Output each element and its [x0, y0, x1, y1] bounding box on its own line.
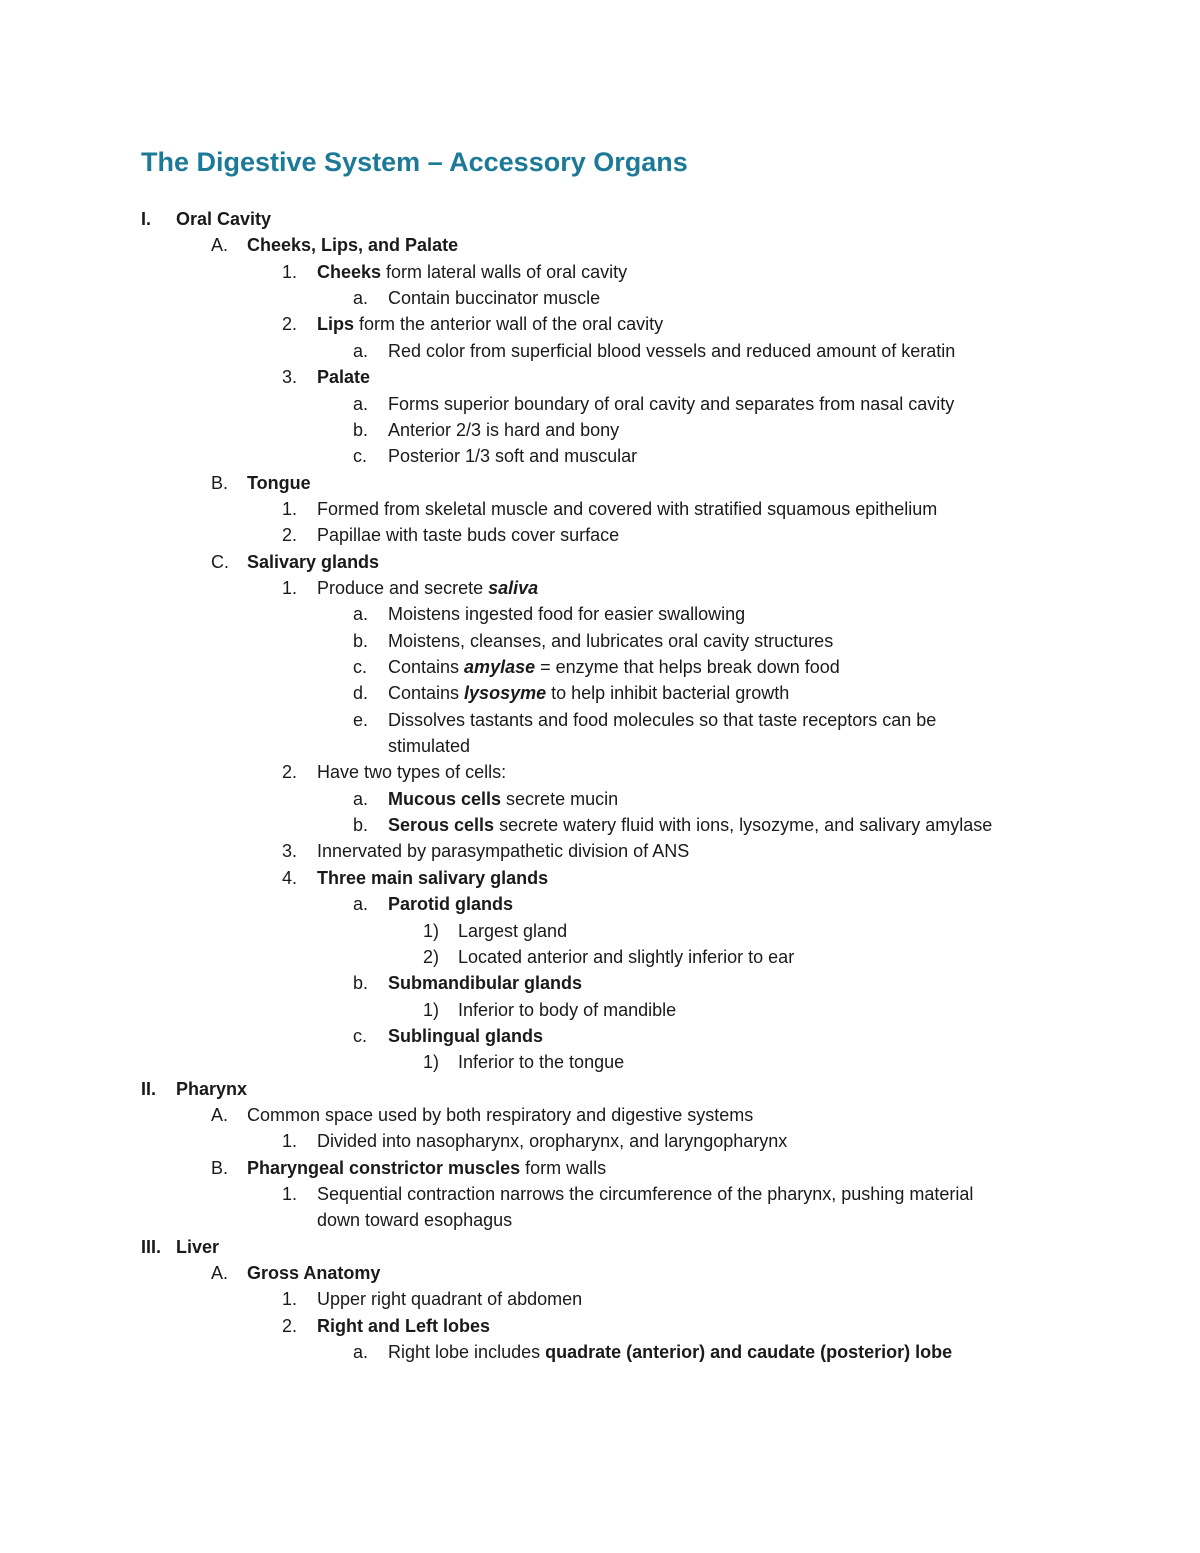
list-marker: 1.: [282, 577, 298, 598]
text-run: Innervated by parasympathetic division of ANS: [317, 841, 690, 862]
item-text: [317, 1286, 582, 1312]
item-text: [388, 654, 840, 680]
bold-term: quadrate (anterior) and caudate (posterior) lobe: [545, 1342, 953, 1362]
list-marker: 3.: [282, 841, 298, 862]
list-marker: 3.: [282, 367, 298, 388]
bold-term: Cheeks, Lips, and Palate: [247, 235, 459, 256]
item-text: [317, 759, 506, 785]
list-marker: a.: [353, 288, 369, 309]
list-marker: B.: [211, 472, 229, 493]
text-run: down toward esophagus: [317, 1210, 513, 1231]
item-text: [458, 944, 794, 970]
list-marker: 2.: [282, 1315, 298, 1336]
list-marker: d.: [353, 683, 369, 704]
list-marker: I.: [141, 209, 152, 229]
text-run: Largest gland: [458, 920, 568, 941]
text-run: Common space used by both respiratory and digestive systems: [247, 1104, 754, 1125]
bold-term: Palate: [317, 367, 371, 388]
item-text: [388, 1023, 543, 1049]
text-run: secrete mucin: [501, 788, 619, 809]
item-text: [388, 970, 582, 996]
item-text: [388, 338, 955, 364]
list-marker: 1.: [282, 498, 298, 519]
item-text: [176, 206, 271, 232]
list-marker: B.: [211, 1157, 229, 1178]
list-marker: c.: [353, 657, 368, 677]
text-run: Have two types of cells:: [317, 762, 507, 783]
item-text: [388, 1339, 952, 1365]
text-run: Inferior to the tongue: [458, 1052, 625, 1073]
text-run: Posterior 1/3 soft and muscular: [388, 446, 638, 467]
list-marker: II.: [141, 1078, 157, 1099]
list-marker: 2): [423, 946, 440, 967]
text-run: Contains: [388, 657, 465, 677]
text-run: Anterior 2/3 is hard and bony: [388, 419, 620, 440]
item-text: [317, 311, 663, 337]
text-run: Moistens, cleanses, and lubricates oral cavity structures: [388, 630, 834, 651]
item-text: [317, 1128, 787, 1154]
bold-term: Salivary glands: [247, 551, 380, 572]
item-text: [317, 865, 548, 891]
list-marker: e.: [353, 709, 369, 730]
bold-term: Pharyngeal constrictor muscles: [247, 1157, 521, 1178]
item-text: [388, 285, 600, 311]
bold-term: Serous cells: [388, 815, 495, 836]
key-term: saliva: [488, 577, 539, 598]
text-run: Divided into nasopharynx, oropharynx, and laryngopharynx: [317, 1131, 788, 1152]
item-text: [317, 838, 689, 864]
text-run: Contains: [388, 683, 465, 704]
text-run: to help inhibit bacterial growth: [546, 683, 790, 704]
text-run: Produce and secrete: [317, 577, 489, 598]
list-marker: 1): [423, 999, 440, 1020]
bold-term: Tongue: [247, 472, 311, 493]
item-text: [317, 1181, 973, 1207]
bold-term: Gross Anatomy: [247, 1263, 381, 1283]
text-run: = enzyme that helps break down food: [535, 657, 840, 677]
item-text: [317, 364, 370, 390]
text-run: Red color from superficial blood vessels and reduced amount of keratin: [388, 340, 956, 361]
document-title: The Digestive System – Accessory Organs: [141, 147, 688, 177]
item-text: [388, 443, 637, 469]
bold-term: Oral Cavity: [176, 209, 272, 229]
text-run: Right lobe includes: [388, 1342, 546, 1362]
bold-term: Pharynx: [176, 1078, 248, 1099]
list-marker: 2.: [282, 314, 298, 335]
item-text: [388, 733, 470, 759]
item-text: [317, 575, 538, 601]
list-marker: 4.: [282, 867, 298, 888]
list-marker: 1.: [282, 1131, 298, 1152]
text-run: Located anterior and slightly inferior to ear: [458, 946, 795, 967]
list-marker: a.: [353, 1342, 369, 1362]
text-run: Sequential contraction narrows the circumference of the pharynx, pushing material: [317, 1184, 974, 1204]
bold-term: Parotid glands: [388, 894, 514, 915]
item-text: [388, 812, 992, 838]
text-run: Moistens ingested food for easier swallowing: [388, 604, 746, 625]
bold-term: Lips: [317, 314, 355, 335]
list-marker: A.: [211, 1263, 229, 1283]
text-run: form walls: [520, 1157, 607, 1178]
item-text: [247, 549, 379, 575]
text-run: Inferior to body of mandible: [458, 999, 677, 1020]
list-marker: b.: [353, 973, 369, 994]
list-marker: 1.: [282, 1184, 298, 1204]
bold-term: Mucous cells: [388, 788, 502, 809]
list-marker: c.: [353, 1025, 368, 1046]
text-run: Formed from skeletal muscle and covered with stratified squamous epithelium: [317, 498, 938, 519]
item-text: [317, 1313, 490, 1339]
bold-term: Sublingual glands: [388, 1025, 544, 1046]
text-run: Upper right quadrant of abdomen: [317, 1289, 583, 1310]
item-text: [388, 601, 745, 627]
list-marker: a.: [353, 393, 369, 414]
list-marker: 1): [423, 1052, 440, 1073]
list-marker: a.: [353, 340, 369, 361]
item-text: [458, 918, 567, 944]
key-term: lysosyme: [464, 683, 547, 704]
list-marker: a.: [353, 788, 369, 809]
item-text: [388, 417, 619, 443]
list-marker: 1.: [282, 1289, 298, 1310]
list-marker: 1.: [282, 261, 298, 282]
text-run: form the anterior wall of the oral cavity: [354, 314, 664, 335]
text-run: Forms superior boundary of oral cavity and separates from nasal cavity: [388, 393, 955, 414]
list-marker: III.: [141, 1236, 162, 1257]
item-text: [247, 1155, 606, 1181]
bold-term: Liver: [176, 1236, 220, 1257]
text-run: Papillae with taste buds cover surface: [317, 525, 620, 546]
item-text: [388, 707, 936, 733]
item-text: [317, 259, 627, 285]
item-text: [247, 232, 458, 258]
bold-term: Cheeks: [317, 261, 382, 282]
item-text: [458, 997, 676, 1023]
item-text: [388, 786, 618, 812]
item-text: [176, 1076, 247, 1102]
key-term: amylase: [464, 657, 536, 677]
item-text: [176, 1234, 219, 1260]
item-text: [317, 496, 937, 522]
text-run: Contain buccinator muscle: [388, 288, 601, 309]
item-text: [388, 891, 513, 917]
item-text: [388, 391, 954, 417]
item-text: [317, 1207, 512, 1233]
text-run: form lateral walls of oral cavity: [381, 261, 628, 282]
list-marker: A.: [211, 235, 229, 256]
list-marker: C.: [211, 551, 229, 572]
list-marker: a.: [353, 894, 369, 915]
list-marker: a.: [353, 604, 369, 625]
item-text: [388, 628, 833, 654]
item-text: [317, 522, 619, 548]
list-marker: 2.: [282, 525, 298, 546]
list-marker: 2.: [282, 762, 298, 783]
list-marker: b.: [353, 630, 369, 651]
list-marker: 1): [423, 920, 440, 941]
item-text: [247, 470, 311, 496]
text-run: stimulated: [388, 736, 471, 756]
bold-term: Three main salivary glands: [317, 867, 549, 888]
bold-term: Right and Left lobes: [317, 1315, 490, 1336]
item-text: [247, 1260, 380, 1286]
list-marker: b.: [353, 815, 369, 836]
text-run: secrete watery fluid with ions, lysozyme, and salivary amylase: [494, 815, 993, 836]
item-text: [247, 1102, 753, 1128]
list-marker: c.: [353, 446, 368, 467]
list-marker: A.: [211, 1104, 229, 1125]
list-marker: b.: [353, 419, 369, 440]
text-run: Dissolves tastants and food molecules so that taste receptors can be: [388, 709, 937, 730]
bold-term: Submandibular glands: [388, 973, 583, 994]
item-text: [458, 1049, 624, 1075]
item-text: [388, 680, 789, 706]
